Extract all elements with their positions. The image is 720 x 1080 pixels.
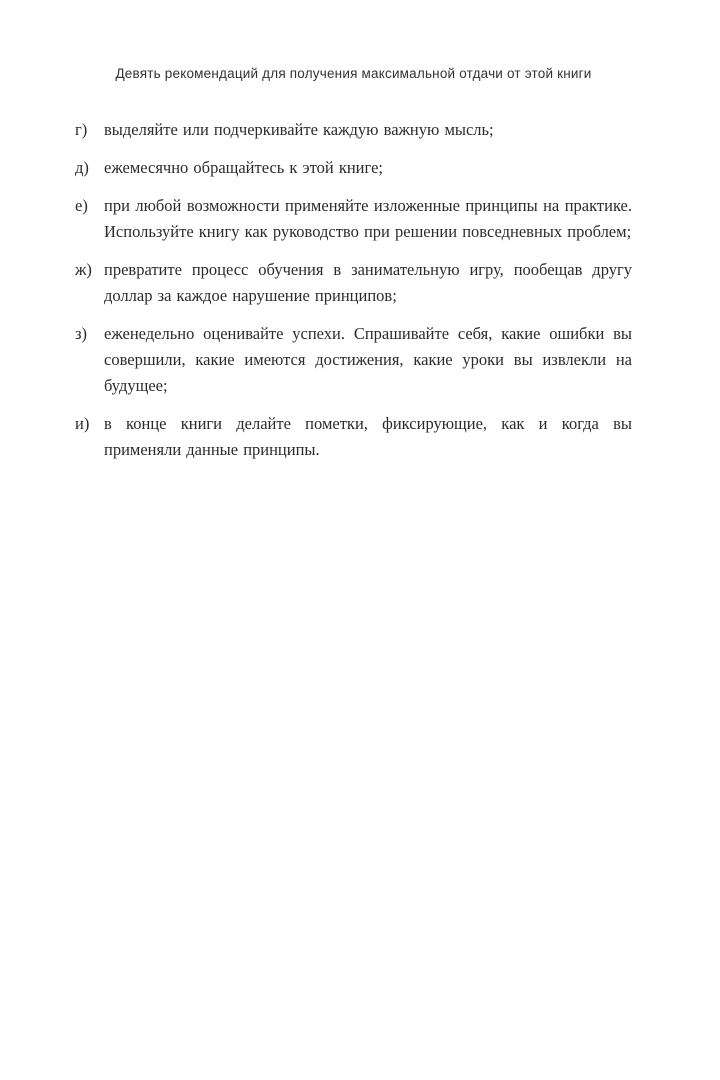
running-header: Девять рекомендаций для получения максимальной отдачи от этой книги <box>115 66 592 81</box>
list-item-text: еженедельно оценивайте успехи. Спрашивайте себя, какие ошибки вы совершили, какие имеются достижения, какие уроки вы извлекли на будущее; <box>104 324 632 395</box>
list-item <box>75 193 632 245</box>
recommendations-list <box>75 117 632 463</box>
list-item <box>75 321 632 399</box>
list-item-label: д) <box>75 158 89 177</box>
list-item <box>75 411 632 463</box>
list-item-label: и) <box>75 414 90 433</box>
list-item-label: з) <box>75 324 88 343</box>
list-item-text: в конце книги делайте пометки, фиксирующие, как и когда вы применяли данные принципы. <box>104 414 632 459</box>
list-item <box>75 257 632 309</box>
list-item-text: выделяйте или подчеркивайте каждую важную мысль; <box>104 120 494 139</box>
list-item <box>75 155 632 181</box>
list-item-label: г) <box>75 120 88 139</box>
list-item-label: ж) <box>75 260 92 279</box>
list-item-text: при любой возможности применяйте изложенные принципы на практике. Используйте книгу как руководство при решении повседневных проблем; <box>104 196 632 241</box>
list-item-text: ежемесячно обращайтесь к этой книге; <box>104 158 383 177</box>
list-item-text: превратите процесс обучения в занимательную игру, пообещав другу доллар за каждое нарушение принципов; <box>104 260 632 305</box>
list-item-label: е) <box>75 196 88 215</box>
list-item <box>75 117 632 143</box>
